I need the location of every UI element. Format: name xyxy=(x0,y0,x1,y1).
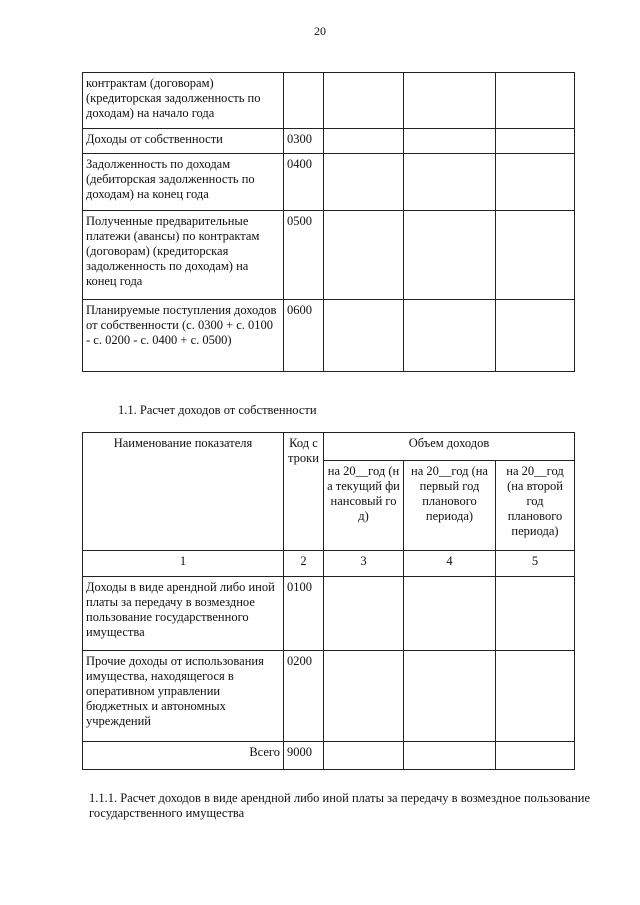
value-cell xyxy=(496,742,575,770)
row-code: 0600 xyxy=(284,300,324,372)
table-row xyxy=(83,73,575,129)
value-cell xyxy=(496,651,575,742)
row-code: 0100 xyxy=(284,577,324,651)
header-code: Код строки xyxy=(284,433,324,551)
table-row xyxy=(83,129,575,154)
row-name: Доходы от собственности xyxy=(83,129,284,154)
total-row xyxy=(83,742,575,770)
row-code: 0400 xyxy=(284,154,324,211)
property-revenue-table xyxy=(82,432,575,770)
table-row xyxy=(83,577,575,651)
table-row xyxy=(83,154,575,211)
page-number: 20 xyxy=(314,24,326,38)
row-code: 0500 xyxy=(284,211,324,300)
table-row xyxy=(83,300,575,372)
subsection-heading: 1.1.1. Расчет доходов в виде арендной либо иной платы за передачу в возмездное пользование государственного имущества xyxy=(89,791,591,820)
col-number: 2 xyxy=(284,551,324,577)
value-cell xyxy=(404,742,496,770)
value-cell xyxy=(496,154,575,211)
value-cell xyxy=(404,651,496,742)
value-cell xyxy=(496,73,575,129)
value-cell xyxy=(324,154,404,211)
row-name: контрактам (договорам) (кредиторская задолженность по доходам) на начало года xyxy=(83,73,284,129)
header-row xyxy=(83,433,575,461)
value-cell xyxy=(404,154,496,211)
header-year-second: на 20__год (на второй год планового периода) xyxy=(496,461,575,551)
value-cell xyxy=(496,211,575,300)
value-cell xyxy=(496,577,575,651)
header-year-current: на 20__год (на текущий финансовый год) xyxy=(324,461,404,551)
col-number: 5 xyxy=(496,551,575,577)
value-cell xyxy=(324,211,404,300)
row-code: 0300 xyxy=(284,129,324,154)
value-cell xyxy=(324,577,404,651)
value-cell xyxy=(324,300,404,372)
value-cell xyxy=(496,129,575,154)
table-row xyxy=(83,211,575,300)
row-code: 0200 xyxy=(284,651,324,742)
col-number: 4 xyxy=(404,551,496,577)
header-year-first: на 20__год (на первый год планового периода) xyxy=(404,461,496,551)
row-name: Планируемые поступления доходов от собственности (с. 0300 + с. 0100 - с. 0200 - с. 0400 + с. 0500) xyxy=(83,300,284,372)
column-number-row xyxy=(83,551,575,577)
value-cell xyxy=(324,73,404,129)
row-code xyxy=(284,73,324,129)
row-name: Прочие доходы от использования имущества, находящегося в оперативном управлении бюджетных и автономных учреждений xyxy=(83,651,284,742)
value-cell xyxy=(324,129,404,154)
header-name: Наименование показателя xyxy=(83,433,284,551)
row-name: Полученные предварительные платежи (авансы) по контрактам (договорам) (кредиторская задолженность по доходам) на конец года xyxy=(83,211,284,300)
col-number: 1 xyxy=(83,551,284,577)
total-label: Всего xyxy=(83,742,284,770)
value-cell xyxy=(404,577,496,651)
value-cell xyxy=(404,129,496,154)
value-cell xyxy=(496,300,575,372)
row-name: Доходы в виде арендной либо иной платы за передачу в возмездное пользование государственного имущества xyxy=(83,577,284,651)
total-code: 9000 xyxy=(284,742,324,770)
value-cell xyxy=(324,651,404,742)
value-cell xyxy=(324,742,404,770)
value-cell xyxy=(404,73,496,129)
table-row xyxy=(83,651,575,742)
col-number: 3 xyxy=(324,551,404,577)
value-cell xyxy=(404,211,496,300)
value-cell xyxy=(404,300,496,372)
revenue-table-continued xyxy=(82,72,575,372)
section-heading: 1.1. Расчет доходов от собственности xyxy=(118,403,317,417)
header-volume: Объем доходов xyxy=(324,433,575,461)
row-name: Задолженность по доходам (дебиторская задолженность по доходам) на конец года xyxy=(83,154,284,211)
